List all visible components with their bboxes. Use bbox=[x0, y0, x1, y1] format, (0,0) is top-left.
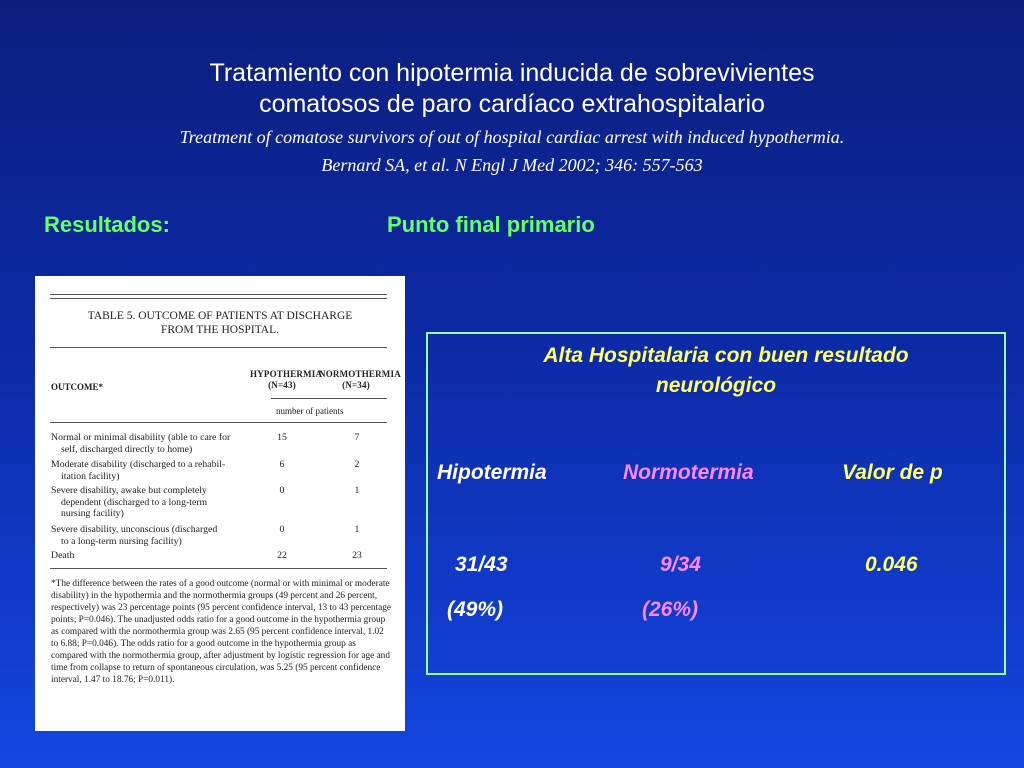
slide-title-line1: Tratamiento con hipotermia inducida de sobrevivientes bbox=[209, 59, 815, 87]
row-text: Normal or minimal disability (able to care for bbox=[51, 432, 231, 443]
paper-table-title-line1: TABLE 5. OUTCOME OF PATIENTS AT DISCHARGE bbox=[87, 310, 353, 322]
units-rule bbox=[271, 398, 387, 399]
outcome-header: OUTCOME* bbox=[51, 382, 104, 392]
row-text: self, discharged directly to home) bbox=[61, 443, 193, 455]
result-heading-line2: neurológico bbox=[655, 374, 777, 397]
units-label: number of patients bbox=[276, 406, 344, 416]
table-body-rule bbox=[50, 422, 387, 423]
paper-table-image bbox=[35, 276, 405, 731]
slide-citation: Bernard SA, et al. N Engl J Med 2002; 346: 557-563 bbox=[321, 155, 703, 175]
p-value-column-label: Valor de p bbox=[842, 461, 943, 484]
paper-table-title bbox=[35, 309, 405, 337]
row-normothermia-value: 7 bbox=[354, 432, 360, 443]
table-row-label bbox=[51, 550, 269, 562]
table-footnote-rule bbox=[50, 568, 387, 569]
row-text: itation facility) bbox=[61, 470, 120, 482]
row-text: Severe disability, awake but completely bbox=[51, 485, 207, 496]
table-row-label bbox=[51, 459, 269, 482]
table-row-label bbox=[51, 432, 269, 455]
table-header-rule bbox=[50, 347, 387, 348]
row-text: nursing facility) bbox=[61, 508, 124, 519]
primary-endpoint-label: Punto final primario bbox=[387, 212, 595, 237]
table-top-rule bbox=[50, 294, 387, 295]
col-normothermia-label: NORMOTHERMIA bbox=[319, 369, 401, 379]
slide-title-line2: comatosos de paro cardíaco extrahospitalario bbox=[259, 90, 765, 118]
row-hypothermia-value: 15 bbox=[277, 432, 287, 443]
col-hypothermia-header bbox=[250, 369, 323, 391]
row-normothermia-value: 1 bbox=[354, 524, 360, 535]
hypothermia-value: 31/43 bbox=[455, 553, 508, 576]
table-row-label bbox=[51, 524, 269, 547]
col-normothermia-header bbox=[319, 369, 401, 391]
col-normothermia-n: (N=34) bbox=[342, 380, 370, 390]
row-text: Moderate disability (discharged to a rehabil- bbox=[51, 459, 226, 470]
row-text: Death bbox=[51, 550, 75, 561]
hypothermia-percent: (49%) bbox=[447, 598, 504, 621]
paper-table-title-line2: FROM THE HOSPITAL. bbox=[160, 324, 280, 336]
col-hypothermia-label: HYPOTHERMIA bbox=[250, 369, 323, 379]
normothermia-column-label: Normotermia bbox=[623, 461, 754, 484]
result-box bbox=[426, 332, 1006, 675]
row-text: dependent (discharged to a long-term bbox=[61, 496, 208, 508]
normothermia-percent: (26%) bbox=[642, 598, 699, 621]
row-hypothermia-value: 6 bbox=[279, 459, 285, 470]
row-hypothermia-value: 0 bbox=[279, 524, 285, 535]
table-footnote: *The difference between the rates of a good outcome (normal or with minimal or moderate disability) in the hypothermia and the normothermia groups (49 percent and 26 percent, respectively) was 23 percentage points (95 percent confidence interval, 13 to 43 percentage points; P=0.046). The unadjusted odds ratio for a good outcome in the hypothermia group as compared with the normothermia group was 2.65 (95 percent confidence interval, 1.02 to 6.88; P=0.046). The odds ratio for a good outcome in the hypothermia group as compared with the normothermia group, after adjustment by logistic regression for age and time from collapse to return of spontaneous circulation, was 5.25 (95 percent confidence interval, 1.47 to 18.76; P=0.011). bbox=[51, 579, 391, 685]
result-heading-line1: Alta Hospitalaria con buen resultado bbox=[543, 344, 909, 367]
p-value: 0.046 bbox=[865, 553, 918, 576]
row-hypothermia-value: 22 bbox=[277, 550, 287, 561]
hypothermia-column-label: Hipotermia bbox=[437, 461, 547, 484]
col-hypothermia-n: (N=43) bbox=[268, 380, 296, 390]
row-hypothermia-value: 0 bbox=[279, 485, 285, 496]
row-normothermia-value: 1 bbox=[354, 485, 360, 496]
row-normothermia-value: 23 bbox=[352, 550, 362, 561]
table-row-label bbox=[51, 485, 269, 520]
normothermia-value: 9/34 bbox=[660, 553, 701, 576]
row-text: Severe disability, unconscious (discharged bbox=[51, 524, 218, 535]
table-top-rule-2 bbox=[50, 298, 387, 299]
row-normothermia-value: 2 bbox=[354, 459, 360, 470]
row-text: to a long-term nursing facility) bbox=[61, 535, 182, 547]
slide-subtitle-line1: Treatment of comatose survivors of out of hospital cardiac arrest with induced hypothermia. bbox=[179, 127, 845, 147]
results-label: Resultados: bbox=[44, 212, 170, 237]
